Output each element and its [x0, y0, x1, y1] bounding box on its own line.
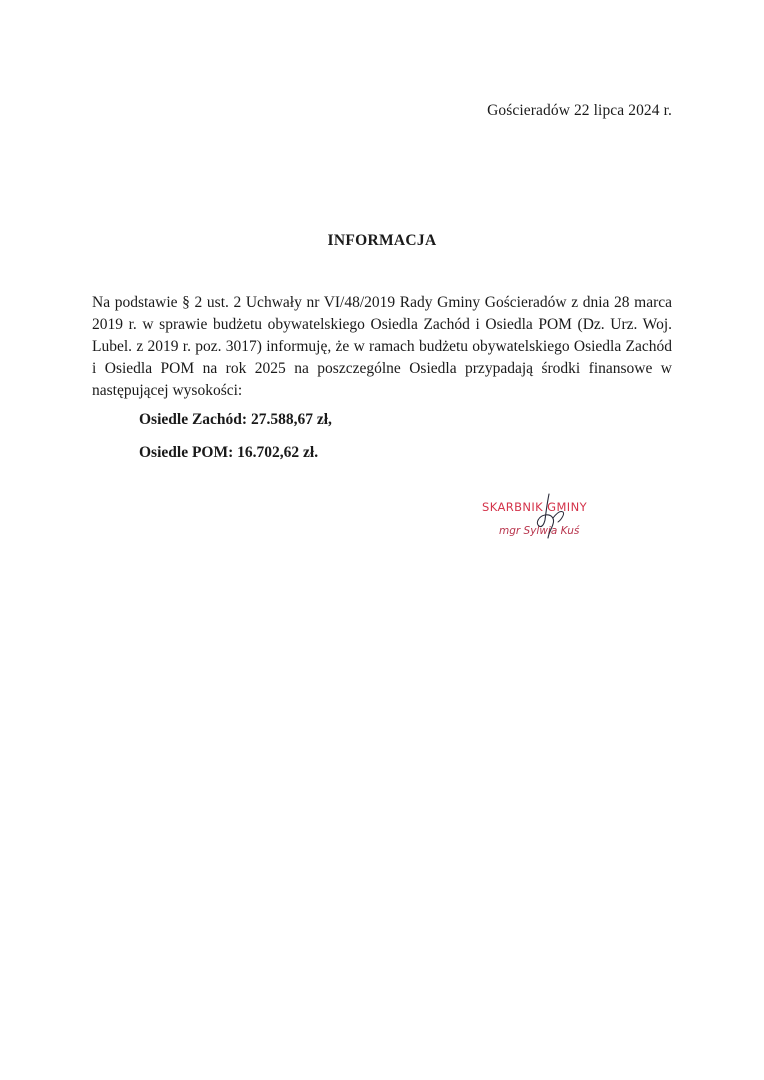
handwritten-signature: [525, 488, 575, 548]
stamp-title: SKARBNIK GMINY: [482, 500, 588, 514]
amount-osiedle-zachod: Osiedle Zachód: 27.588,67 zł,: [139, 411, 332, 428]
amount-osiedle-pom: Osiedle POM: 16.702,62 zł.: [139, 444, 319, 461]
body-paragraph: Na podstawie § 2 ust. 2 Uchwały nr VI/48/2019 Rady Gminy Gościeradów z dnia 28 marca 2019 r. w sprawie budżetu obywatelskiego Osiedla Zachód i Osiedla POM (Dz. Urz. Woj. Lubel. z 2019 r. poz. 3017) informuję, że w ramach budżetu obywatelskiego Osiedla Zachód i Osiedla POM na rok 2025 na poszczególne Osiedla przypadają środki finansowe w następującej wysokości:: [92, 294, 672, 399]
document-title: INFORMACJA: [327, 232, 437, 249]
date-line: Gościeradów 22 lipca 2024 r.: [487, 102, 672, 119]
stamp-name: mgr Sylwia Kuś: [499, 525, 580, 537]
